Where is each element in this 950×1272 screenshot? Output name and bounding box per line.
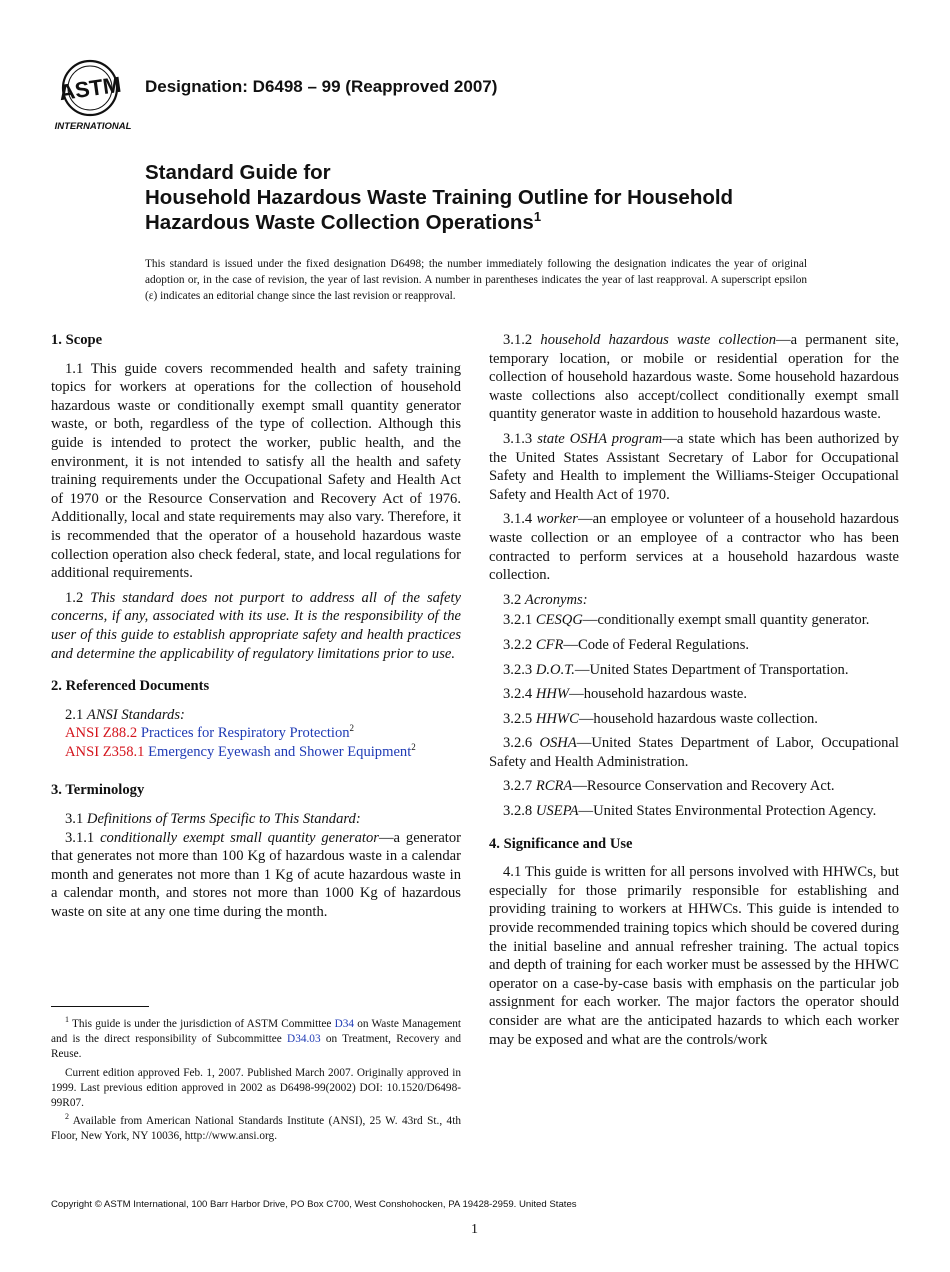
reference-code[interactable]: ANSI Z358.1 — [65, 743, 145, 760]
section-heading-significance: 4. Significance and Use — [489, 835, 633, 852]
paragraph-3-1-3: 3.1.3 state OSHA program—a state which has been authorized by the United States Assistant Secretary of Labor for Occupational Safety and Health to implement the Williams-Steiger Occupational Safety and Health Act of 1970. — [489, 430, 899, 503]
footnote-1-history: Current edition approved Feb. 1, 2007. Published March 2007. Originally approved in 1999. Last previous edition approved in 2002 as D6498-99(2002) DOI: 10.1520/D6498-99R07. — [51, 1066, 461, 1110]
defined-term: worker — [536, 511, 578, 528]
reference-ansi-z88-2[interactable] — [51, 724, 461, 743]
reference-code[interactable]: ANSI Z88.2 — [65, 725, 138, 742]
safety-caveat: This standard does not purport to address all of the safety concerns, if any, associated with its use. It is the responsibility of the user of this guide to establish appropriate safety and health practices and determine the applicability of regulatory limitations prior to use. — [51, 589, 461, 662]
paragraph-4-1: 4.1 This guide is written for all persons involved with HHWCs, but especially for those primarily responsible for establishing and providing training to workers at HHWCs. This guide is intended to provide recommended training topics which should be covered during the initial baseline and annual refresher training. The actual topics and depth of training for each worker must be assessed by the HHWC operator on a case-by-case basis with emphasis on the particular job assignment for each worker. The major factors the operator should consider are what are the anticipated hazards to which each worker may be exposed and what are the controls/work — [489, 864, 899, 1048]
acronym-item: 3.2.6 OSHA—United States Department of Labor, Occupational Safety and Health Administration. — [489, 735, 899, 770]
standard-notice: This standard is issued under the fixed designation D6498; the number immediately following the designation indicates the year of original adoption or, in the case of revision, the year of last revision. A number in parentheses indicates the year of last reapproval. A superscript epsilon (ε) indicates an editorial change since the last revision or reapproval. — [145, 258, 807, 302]
acronym-item: 3.2.7 RCRA—Resource Conservation and Recovery Act. — [503, 778, 835, 795]
defined-term: conditionally exempt small quantity generator — [100, 829, 379, 846]
right-column — [489, 331, 899, 1055]
footnotes — [51, 1017, 461, 1148]
acronym-item: 3.2.8 USEPA—United States Environmental Protection Agency. — [503, 803, 877, 820]
document-title — [145, 160, 845, 235]
title-line-1: Standard Guide for — [145, 161, 331, 184]
page-number: 1 — [471, 1222, 478, 1237]
subcommittee-link[interactable]: D34.03 — [287, 1033, 321, 1046]
paragraph-2-1: 2.1 ANSI Standards: — [65, 706, 185, 723]
reference-ansi-z358-1[interactable] — [51, 743, 461, 762]
title-footnote-mark[interactable]: 1 — [533, 209, 542, 225]
acronym-term: HHWC — [535, 710, 579, 727]
designation: Designation: D6498 – 99 (Reapproved 2007) — [145, 77, 498, 96]
section-heading-referenced: 2. Referenced Documents — [51, 678, 210, 695]
title-line-2: Household Hazardous Waste Training Outline for Household — [145, 186, 734, 209]
paragraph-1-2: 1.2 This standard does not purport to address all of the safety concerns, if any, associated with its use. It is the responsibility of the user of this guide to establish appropriate safety and health practices and determine the applicability of regulatory limitations prior to use. — [51, 589, 461, 662]
acronym-term: USEPA — [535, 803, 579, 820]
acronym-item: 3.2.4 HHW—household hazardous waste. — [503, 686, 748, 703]
defined-term: state OSHA program — [537, 430, 663, 447]
defined-term: household hazardous waste collection — [540, 332, 777, 348]
acronym-term: OSHA — [539, 735, 577, 752]
paragraph-3-1: 3.1 Definitions of Terms Specific to This Standard: — [65, 811, 361, 828]
acronym-item: 3.2.5 HHWC—household hazardous waste collection. — [503, 710, 818, 727]
acronym-term: CESQG — [535, 612, 583, 629]
acronym-item: 3.2.1 CESQG—conditionally exempt small quantity generator. — [503, 612, 870, 629]
svg-text:ASTM: ASTM — [57, 71, 123, 106]
section-heading-scope: 1. Scope — [51, 332, 103, 348]
acronym-term: CFR — [535, 636, 564, 653]
committee-link[interactable]: D34 — [334, 1018, 355, 1030]
reference-footnote-mark: 2 — [349, 723, 355, 734]
title-line-3: Hazardous Waste Collection Operations — [145, 211, 534, 234]
footnote-1: $^1$ This guide is under the jurisdiction of ASTM Committee D34 on Waste Management and is the direct responsibility of Subcommittee D34.03 on Treatment, Recovery and Reuse. — [51, 1015, 462, 1061]
paragraph-1-1: 1.1 This guide covers recommended health and safety training topics for workers at operations for the collection of household hazardous waste or conditionally exempt small quantity generator waste, or both, regardless of the type of collection. Although this guide is intended to protect the worker, public health, and the environment, it is not intended to satisfy all the health and safety training requirements under the Occupational Safety and Health Act of 1970 or the Resource Conservation and Recovery Act of 1976. Additionally, local and state requirements may also vary. Therefore, it is recommended that the operator of a household hazardous waste collection operation also check federal, state, and local regulations for additional requirements. — [51, 360, 461, 582]
paragraph-3-1-4: 3.1.4 worker—an employee or volunteer of a household hazardous waste collection or an employee of a contractor who has been contracted to perform services at a household hazardous waste collection. — [489, 511, 899, 584]
acronym-item: 3.2.3 D.O.T.—United States Department of Transportation. — [503, 661, 849, 678]
acronym-term: RCRA — [535, 778, 573, 795]
reference-footnote-mark: 2 — [411, 742, 416, 753]
acronym-term: HHW — [535, 686, 570, 703]
footnote-divider — [51, 1006, 149, 1007]
paragraph-3-2: 3.2 Acronyms: — [503, 591, 588, 608]
paragraph-3-1-2: 3.1.2 household hazardous waste collection—a permanent site, temporary location, or mobile or residential operation for the collection of household hazardous waste. Some household hazardous waste collections also accept/collect conditionally exempt small quantity generator waste in addition to household hazardous waste. — [489, 332, 899, 423]
acronym-item: 3.2.2 CFR—Code of Federal Regulations. — [503, 636, 750, 653]
svg-text:INTERNATIONAL: INTERNATIONAL — [54, 121, 132, 132]
left-column — [51, 331, 461, 928]
section-heading-terminology: 3. Terminology — [51, 782, 145, 799]
copyright-notice: Copyright © ASTM International, 100 Barr Harbor Drive, PO Box C700, West Conshohocken, PA 19428-2959. United States — [51, 1199, 577, 1210]
acronym-term: D.O.T. — [535, 661, 575, 678]
astm-logo — [50, 58, 136, 134]
footnote-2: $^2$ Available from American National Standards Institute (ANSI), 25 W. 43rd St., 4th Floor, New York, NY 10036, http://www.ansi.org. — [51, 1112, 461, 1143]
reference-title[interactable]: Emergency Eyewash and Shower Equipment — [148, 743, 412, 760]
paragraph-3-1-1: 3.1.1 conditionally exempt small quantity generator—a generator that generates not more than 100 Kg of hazardous waste in a calendar month and generates not more than 1 Kg of acute hazardous waste in a calendar month, and stores not more than 1000 Kg of hazardous waste on site at any one time during the month. — [51, 829, 462, 921]
reference-title[interactable]: Practices for Respiratory Protection — [140, 725, 350, 742]
